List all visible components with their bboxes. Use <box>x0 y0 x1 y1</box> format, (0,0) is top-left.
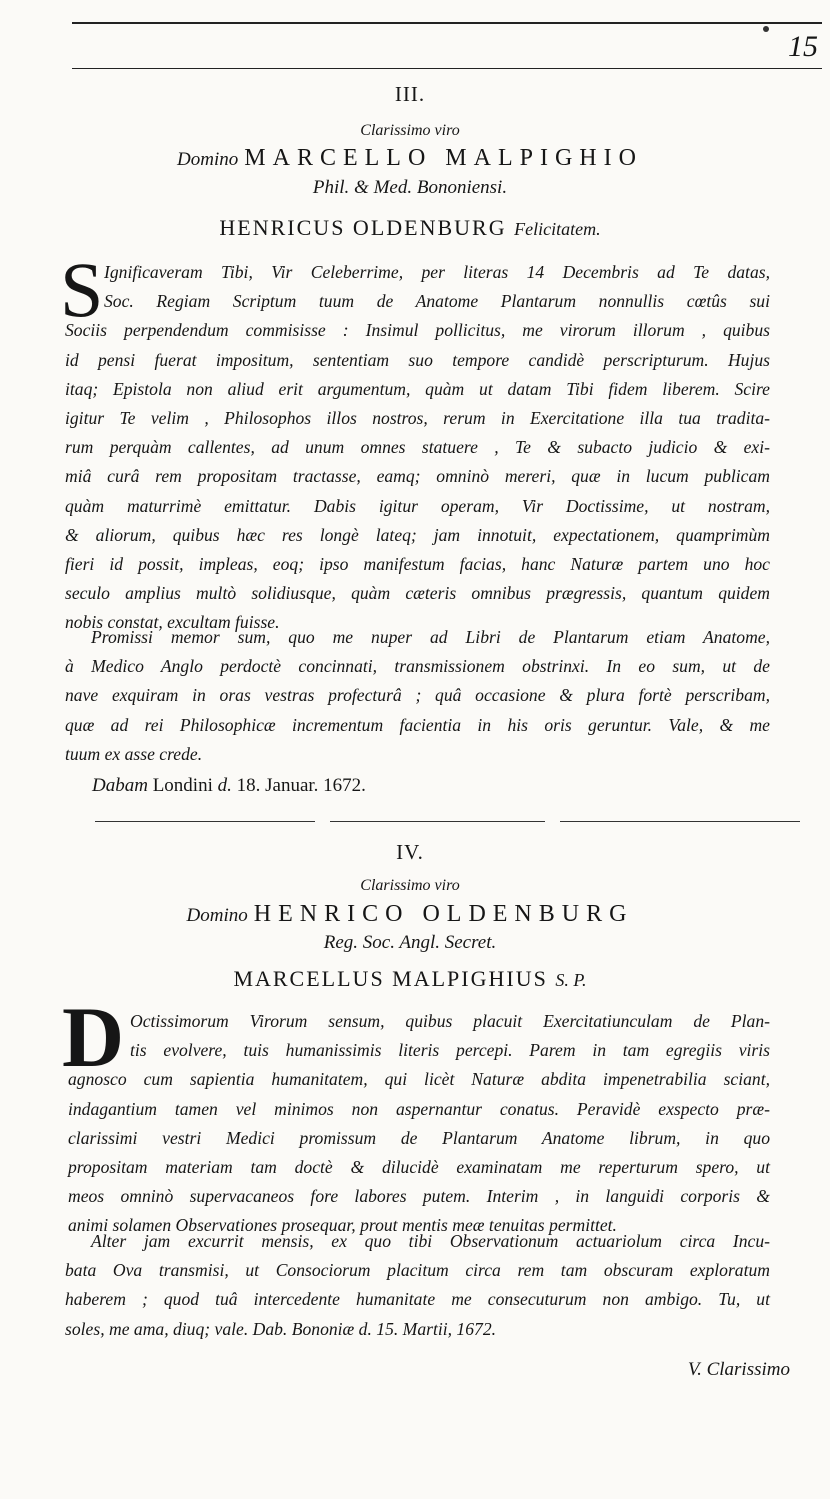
text-line: Ignificaveram Tibi, Vir Celeberrime, per literas 14 Decembris ad Te datas, <box>104 262 770 282</box>
text-line: id pensi fuerat impositum, sententiam suo tempore candidè perscripturum. Hujus <box>65 349 770 370</box>
dateline-date: 18. Januar. 1672. <box>236 775 366 796</box>
page-number: 15 <box>788 30 818 63</box>
letter-number: IV. <box>396 840 424 864</box>
sender-line <box>60 215 760 241</box>
dateline <box>92 775 366 797</box>
addressee-line <box>60 901 760 928</box>
drop-cap: D <box>62 989 125 1085</box>
addressee-title: Phil. & Med. Bononiensi. <box>312 177 508 198</box>
addressee-prefix: Domino <box>186 905 248 926</box>
text-line: rum perquàm callentes, ad unum omnes statuere , Te & subacto judicio & exi- <box>65 437 770 458</box>
letter-paragraph <box>65 1227 770 1344</box>
text-line: Sociis perpendendum commisisse : Insimul pollicitus, me virorum illorum , quibus <box>65 320 770 341</box>
addressee-name: MARCELLO MALPIGHIO <box>244 145 643 171</box>
text-line: miâ curâ rem propositam tractasse, eamq; omninò mereri, quæ in lucum publicam <box>65 466 770 487</box>
section-divider <box>560 821 800 822</box>
text-line: clarissimi vestri Medici promissum de Plantarum Anatome librum, in quo <box>68 1127 770 1148</box>
text-line: à Medico Anglo perdoctè concinnati, transmissionem obstrinxi. In eo sum, ut de <box>65 656 770 677</box>
top-rule <box>72 22 822 24</box>
text-line: quæ ad rei Philosophicæ incrementum facientia in his oris geruntur. Vale, & me <box>65 714 770 735</box>
text-line: meos omninò supervacaneos fore labores putem. Interim , in languidi corporis & <box>68 1186 770 1207</box>
sender-name: MARCELLUS MALPIGHIUS <box>233 966 548 991</box>
header-rule <box>72 68 822 69</box>
text-line: soles, me ama, diuq; vale. Dab. Bononiæ d. 15. Martii, 1672. <box>65 1318 497 1339</box>
text-line: agnosco cum sapientia humanitatem, qui licèt Naturæ abdita impenetrabilia sciant, <box>68 1069 770 1090</box>
text-line: fieri id possit, impleas, eoq; ipso manifestum facias, hanc Naturæ partem uno hoc <box>65 554 770 575</box>
text-line: indagantium tamen vel minimos non aspernantur conatus. Peravidè exspecto præ- <box>68 1098 770 1119</box>
drop-cap: S <box>60 246 104 333</box>
ink-speck <box>763 26 769 32</box>
section-divider <box>95 821 315 822</box>
text-line: tuum ex asse crede. <box>65 743 203 764</box>
addressee-line <box>60 145 760 172</box>
text-line: nobis constat, excultam fuisse. <box>65 612 280 633</box>
text-line: nave exquiram in oras vestras profecturâ ; quâ occasione & plura fortè perscribam, <box>65 685 770 706</box>
salutation: Clarissimo viro <box>360 122 460 139</box>
sender-name: HENRICUS OLDENBURG <box>219 215 507 240</box>
addressee-name: HENRICO OLDENBURG <box>253 901 634 927</box>
letter-paragraph <box>68 1007 770 1241</box>
text-line: Promissi memor sum, quo me nuper ad Libri de Plantarum etiam Anatome, <box>91 627 770 647</box>
text-line: animi solamen Observationes prosequar, prout mentis meæ tenuitas permittet. <box>68 1215 617 1236</box>
text-line: & aliorum, quibus hæc res longè lateq; jam innotuit, expectationem, quamprimùm <box>65 524 770 545</box>
dateline-d: d. <box>217 775 232 796</box>
addressee-prefix: Domino <box>177 149 239 170</box>
text-line: propositam materiam tam doctè & dilucidè examinatam me reperturum spero, ut <box>68 1157 770 1178</box>
letter-number: III. <box>394 82 426 106</box>
text-line: itaq; Epistola non aliud erit argumentum, quàm ut datam Tibi fidem liberem. Scire <box>65 378 770 399</box>
text-line: Octissimorum Virorum sensum, quibus placuit Exercitatiunculam de Plan- <box>130 1011 770 1031</box>
text-line: quàm maturrimè emittatur. Dabis igitur operam, Vir Doctissime, ut nostram, <box>65 495 770 516</box>
salutation: Clarissimo viro <box>360 877 460 894</box>
greeting: S. P. <box>555 970 587 990</box>
section-divider <box>330 821 545 822</box>
addressee-title: Reg. Soc. Angl. Secret. <box>323 932 497 953</box>
text-line: Alter jam excurrit mensis, ex quo tibi Observationum actuariolum circa Incu- <box>91 1231 770 1251</box>
sender-line <box>60 966 760 992</box>
text-line: haberem ; quod tuâ intercedente humanitate me consecuturum non ambigo. Tu, ut <box>65 1289 770 1310</box>
text-line: Soc. Regiam Scriptum tuum de Anatome Plantarum nonnullis cœtûs sui <box>104 291 770 312</box>
catchword: V. Clarissimo <box>687 1359 790 1380</box>
dateline-prefix: Dabam <box>92 775 148 796</box>
dateline-place: Londini <box>152 775 213 796</box>
greeting: Felicitatem. <box>514 219 601 239</box>
text-line: seculo amplius multò solidiusque, quàm cæteris omnibus prægressis, quantum quidem <box>65 583 770 604</box>
text-line: tis evolvere, tuis humanissimis literis percepi. Parem in tam egregiis viris <box>130 1040 770 1061</box>
text-line: igitur Te velim , Philosophos illos nostros, rerum in Exercitatione illa tua tradita- <box>65 408 770 429</box>
text-line: bata Ova transmisi, ut Consociorum placitum circa rem tam obscuram exploratum <box>65 1260 770 1281</box>
letter-paragraph <box>65 258 770 638</box>
letter-paragraph <box>65 623 770 769</box>
